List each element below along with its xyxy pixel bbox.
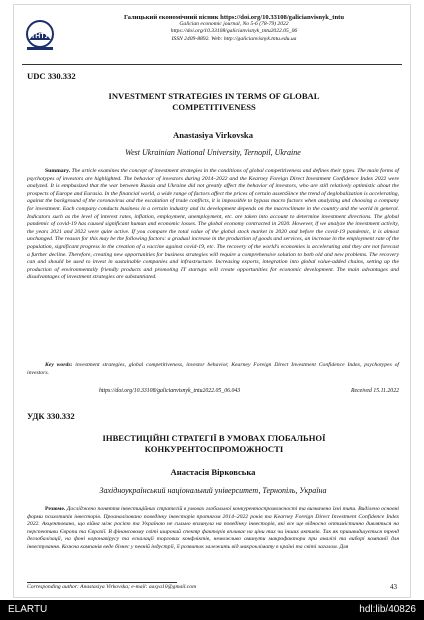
abstract-ua [27, 506, 399, 576]
document-page [13, 4, 411, 598]
title-line: COMPETITIVENESS [172, 102, 256, 112]
author-en: Anastasiya Virkovska [173, 130, 253, 140]
udc-code: UDC 330.332 [27, 71, 76, 81]
affiliation-en: West Ukrainian National University, Ternopil, Ukraine [125, 148, 301, 157]
page-number: 43 [390, 583, 397, 591]
handle-id[interactable]: hdl:lib/40826 [359, 604, 416, 615]
journal-issue: Galician economic journal, No 5-6 (78-79) 2022 [179, 21, 289, 28]
keywords-text: investment strategies, global competitiveness, investor behavior, Kearney Foreign Direct Investment Confidence Index, psychotypes of investors. [27, 362, 399, 376]
abstract-en [27, 168, 399, 282]
article-title-en [44, 91, 384, 113]
journal-info [66, 14, 402, 43]
title-line: КОНКУРЕНТОСПРОМОЖНОСТІ [144, 444, 284, 454]
received-date: Received 15.11.2022 [350, 388, 399, 394]
journal-title: Галицький економічний вісник https://doi.org/10.33108/galicianvisnyk_tntu [124, 14, 344, 21]
header-divider [22, 64, 402, 65]
summary-text-ua: Досліджено поняття інвестиційних стратегій в умовах глобальної конкурентоспроможності та визначено їхні типи. Виділено основні форми психотипів інвесторів. Проаналізовано поведінку інвесторів протягом 2014–2022 років та Kearney Foreign Direct Investment Confidence Index 2022. Акцентовано, що війна між росією та Україною не сильно вплинула на поведінку інвесторів, які все ще відносно оптимістично дивляться на перспективи Європи та Євразії. В фінансовому світі широкий спектр факторів впливає на ціни тих чи інших активів. Так як пришвидшується тренд деглобалізації, на фоні коронавірусу та ескалації торгових конфліктів, неможливо оминути макрофактори при аналізі та виборі компанії для інвестування. Кожна компанія веде бізнес у певній індустрії, її розвиток залежить від макроклімату в країні та світі загалом. Для [27, 506, 399, 550]
viewer-status-bar [0, 600, 424, 620]
keywords-label: Key words: [45, 362, 73, 368]
journal-doi: https://doi.org/10.33108/galicianvisnyk_tntu2022.05_06 [170, 28, 298, 35]
summary-label: Summary. [45, 168, 71, 174]
affiliation-ua: Західноукраїнський національний університет, Тернопіль, Україна [99, 486, 327, 495]
author-ua: Анастасія Вірковська [170, 467, 256, 477]
journal-issn: ISSN 2409-8892. Web: http://galicianvisnyk.tntu.edu.ua [171, 35, 297, 42]
summary-text: The article examines the concept of investment strategies in the conditions of global competitiveness and defines their types. The main forms of psychotypes of investors are highlighted. The behavior of investors during 2014–2022 and the Kearney Foreign Direct Investment Confidence Index 2022 were analyzed. It is emphasized that the war between Russia and Ukraine did not greatly affect the behavior of investors, who are still relatively optimistic about the prospects of Europe and Eurasia. In the financial world, a wide range of factors affect the prices of certain assetsSince the trend of deglobalization is accelerating, against the background of the coronavirus and the escalation of trade conflicts, it is impossible to bypass macro factors when analyzing and choosing a company for investment. Each company conducts business in a certain industry and its development depends on the macroclimate in the country and the world in general. Indicators such as the level of interest rates, inflation, employment, unemployment, etc. are taken into account to determine investment directions. The global pandemic of covid-19 has caused significant human and economic losses. The global economy contracted in 2020. However, if we analyze the investment activity, the years 2021 and 2022 were quite active. If you compare the total value of the global stock market in 2020 and before the covid-19 pandemic, it is almost unchanged. The reason for this may be the following factors: a gradual increase in the production of goods and services, an increase in the employment rate of the population, significant progress in the creation of a vaccine against covid-19, etc. The recovery of the world's economies is accelerating and they are not forecast a further decline. Therefore, creating new opportunities for business strategies will require a comprehensive solution to both old and new problems. The recovery can and should be used to invest in sustainable companies and infrastructure. Increasing exports, integration into global value-added chains, setting up the production of environmentally friendly products and promoting IT startups will create opportunities for economic development. The main advantages and disadvantages of investment strategies are substantiated. [27, 168, 400, 281]
svg-text:ТНТУ: ТНТУ [31, 33, 49, 40]
footnote-divider [27, 582, 177, 583]
journal-header [22, 13, 402, 61]
udc-code-ua: УДК 330.332 [27, 411, 75, 421]
corresponding-author: Corresponding author: Anastasiya Virkovska; e-mail: aasya10@gmail.com [27, 584, 197, 590]
title-line: ІНВЕСТИЦІЙНІ СТРАТЕГІЇ В УМОВАХ ГЛОБАЛЬНОЇ [102, 433, 326, 443]
university-logo [24, 19, 56, 53]
keywords-en [27, 362, 399, 377]
summary-label-ua: Резюме. [45, 506, 66, 512]
article-doi-link[interactable]: https://doi.org/10.33108/galicianvisnyk_tntu2022.05_06.043 [99, 388, 241, 394]
title-line: INVESTMENT STRATEGIES IN TERMS OF GLOBAL [108, 91, 320, 101]
repository-name: ELARTU [8, 604, 48, 615]
article-title-ua [44, 433, 384, 455]
